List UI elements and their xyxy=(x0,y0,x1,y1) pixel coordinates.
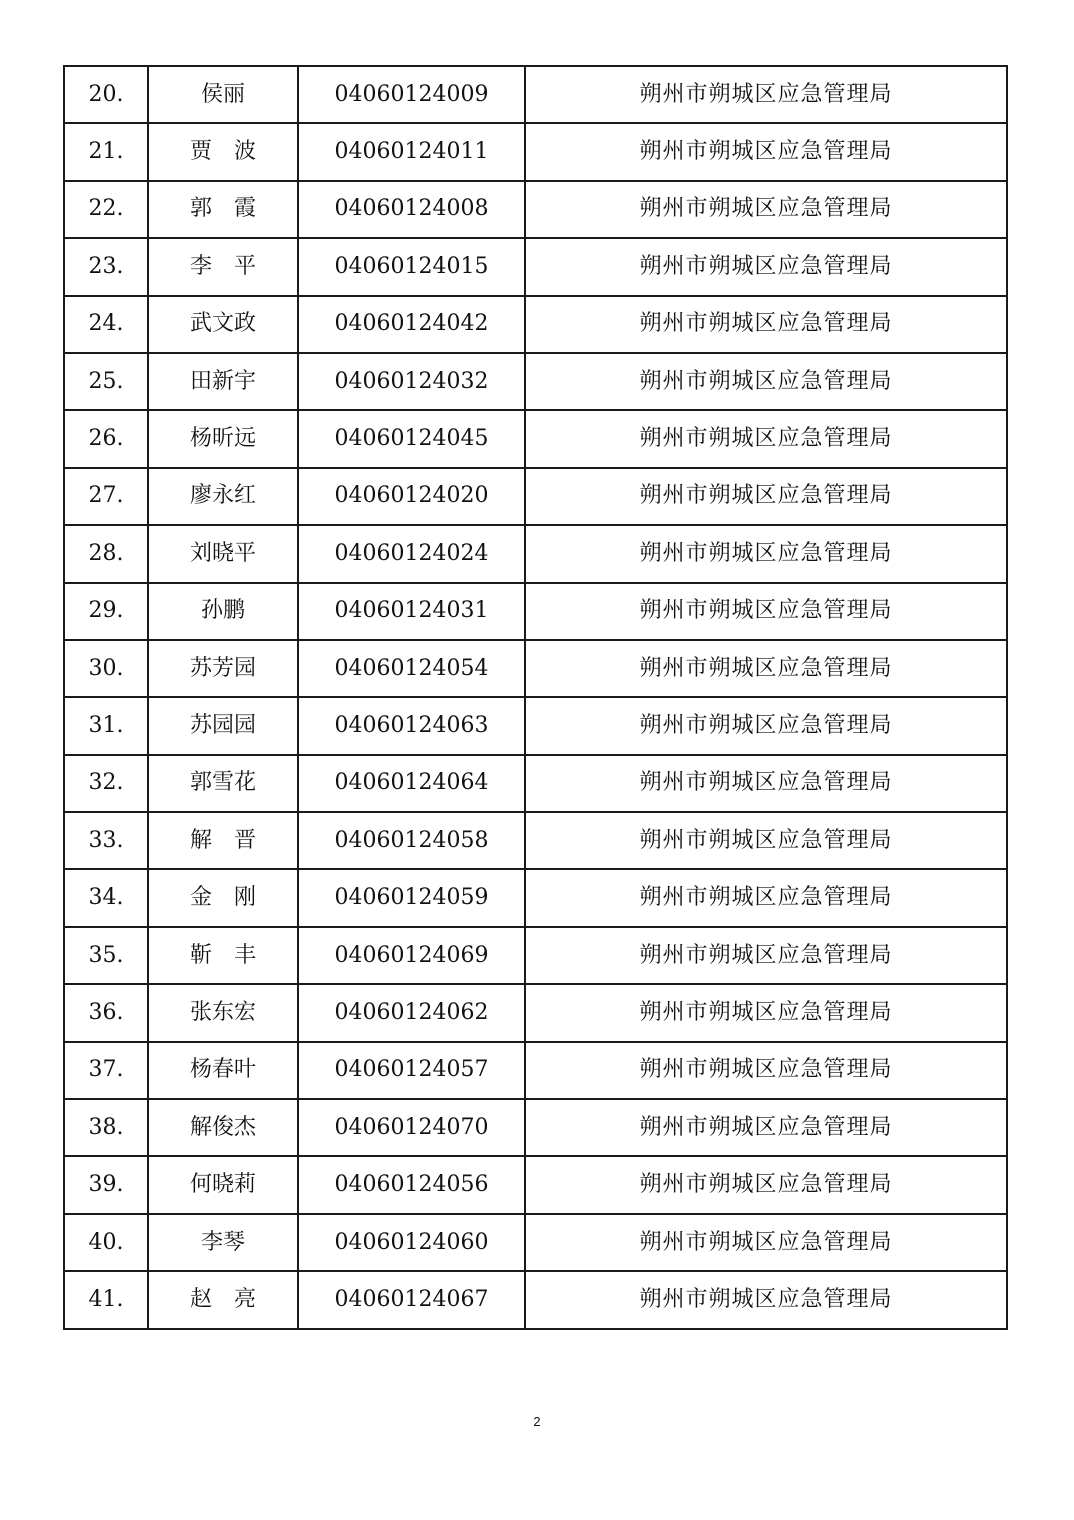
table-row xyxy=(64,812,1007,869)
id-number: 04060124054 xyxy=(298,640,525,697)
organization: 朔州市朔城区应急管理局 xyxy=(525,1271,1007,1328)
row-number: 25. xyxy=(64,353,148,410)
table-row xyxy=(64,1042,1007,1099)
id-number: 04060124008 xyxy=(298,181,525,238)
row-number: 35. xyxy=(64,927,148,984)
id-number: 04060124015 xyxy=(298,238,525,295)
table-row xyxy=(64,927,1007,984)
table-row xyxy=(64,353,1007,410)
row-number: 24. xyxy=(64,296,148,353)
person-name: 李琴 xyxy=(148,1214,298,1271)
table-row xyxy=(64,468,1007,525)
row-number: 20. xyxy=(64,66,148,123)
roster-table-body xyxy=(64,66,1007,1329)
row-number: 23. xyxy=(64,238,148,295)
table-row xyxy=(64,66,1007,123)
row-number: 34. xyxy=(64,869,148,926)
table-row xyxy=(64,583,1007,640)
row-number: 32. xyxy=(64,755,148,812)
table-row xyxy=(64,984,1007,1041)
row-number: 21. xyxy=(64,123,148,180)
id-number: 04060124067 xyxy=(298,1271,525,1328)
row-number: 40. xyxy=(64,1214,148,1271)
organization: 朔州市朔城区应急管理局 xyxy=(525,123,1007,180)
organization: 朔州市朔城区应急管理局 xyxy=(525,1099,1007,1156)
id-number: 04060124024 xyxy=(298,525,525,582)
person-name: 郭雪花 xyxy=(148,755,298,812)
id-number: 04060124064 xyxy=(298,755,525,812)
organization: 朔州市朔城区应急管理局 xyxy=(525,984,1007,1041)
person-name: 解俊杰 xyxy=(148,1099,298,1156)
table-row xyxy=(64,1156,1007,1213)
table-row xyxy=(64,296,1007,353)
id-number: 04060124070 xyxy=(298,1099,525,1156)
id-number: 04060124032 xyxy=(298,353,525,410)
table-row xyxy=(64,869,1007,926)
person-name: 解 晋 xyxy=(148,812,298,869)
organization: 朔州市朔城区应急管理局 xyxy=(525,1042,1007,1099)
person-name: 贾 波 xyxy=(148,123,298,180)
person-name: 田新宇 xyxy=(148,353,298,410)
person-name: 侯丽 xyxy=(148,66,298,123)
table-row xyxy=(64,1271,1007,1328)
row-number: 41. xyxy=(64,1271,148,1328)
id-number: 04060124059 xyxy=(298,869,525,926)
person-name: 赵 亮 xyxy=(148,1271,298,1328)
id-number: 04060124063 xyxy=(298,697,525,754)
organization: 朔州市朔城区应急管理局 xyxy=(525,66,1007,123)
organization: 朔州市朔城区应急管理局 xyxy=(525,468,1007,525)
table-row xyxy=(64,755,1007,812)
page-number: 2 xyxy=(533,1414,541,1429)
person-name: 苏芳园 xyxy=(148,640,298,697)
organization: 朔州市朔城区应急管理局 xyxy=(525,410,1007,467)
person-name: 苏园园 xyxy=(148,697,298,754)
row-number: 26. xyxy=(64,410,148,467)
person-name: 郭 霞 xyxy=(148,181,298,238)
person-name: 武文政 xyxy=(148,296,298,353)
id-number: 04060124020 xyxy=(298,468,525,525)
person-name: 金 刚 xyxy=(148,869,298,926)
id-number: 04060124011 xyxy=(298,123,525,180)
table-row xyxy=(64,697,1007,754)
organization: 朔州市朔城区应急管理局 xyxy=(525,525,1007,582)
organization: 朔州市朔城区应急管理局 xyxy=(525,755,1007,812)
id-number: 04060124060 xyxy=(298,1214,525,1271)
organization: 朔州市朔城区应急管理局 xyxy=(525,812,1007,869)
row-number: 30. xyxy=(64,640,148,697)
row-number: 22. xyxy=(64,181,148,238)
table-row xyxy=(64,525,1007,582)
id-number: 04060124057 xyxy=(298,1042,525,1099)
person-name: 孙鹏 xyxy=(148,583,298,640)
person-name: 杨春叶 xyxy=(148,1042,298,1099)
row-number: 31. xyxy=(64,697,148,754)
organization: 朔州市朔城区应急管理局 xyxy=(525,238,1007,295)
table-row xyxy=(64,1099,1007,1156)
person-name: 廖永红 xyxy=(148,468,298,525)
row-number: 37. xyxy=(64,1042,148,1099)
person-name: 何晓莉 xyxy=(148,1156,298,1213)
id-number: 04060124056 xyxy=(298,1156,525,1213)
id-number: 04060124009 xyxy=(298,66,525,123)
table-row xyxy=(64,181,1007,238)
person-name: 张东宏 xyxy=(148,984,298,1041)
organization: 朔州市朔城区应急管理局 xyxy=(525,353,1007,410)
organization: 朔州市朔城区应急管理局 xyxy=(525,869,1007,926)
organization: 朔州市朔城区应急管理局 xyxy=(525,181,1007,238)
organization: 朔州市朔城区应急管理局 xyxy=(525,583,1007,640)
person-name: 刘晓平 xyxy=(148,525,298,582)
person-name: 杨昕远 xyxy=(148,410,298,467)
row-number: 29. xyxy=(64,583,148,640)
id-number: 04060124031 xyxy=(298,583,525,640)
id-number: 04060124062 xyxy=(298,984,525,1041)
row-number: 36. xyxy=(64,984,148,1041)
organization: 朔州市朔城区应急管理局 xyxy=(525,1156,1007,1213)
organization: 朔州市朔城区应急管理局 xyxy=(525,697,1007,754)
table-row xyxy=(64,1214,1007,1271)
table-row xyxy=(64,123,1007,180)
table-row xyxy=(64,410,1007,467)
id-number: 04060124042 xyxy=(298,296,525,353)
id-number: 04060124069 xyxy=(298,927,525,984)
person-name: 李 平 xyxy=(148,238,298,295)
organization: 朔州市朔城区应急管理局 xyxy=(525,640,1007,697)
table-row xyxy=(64,238,1007,295)
organization: 朔州市朔城区应急管理局 xyxy=(525,1214,1007,1271)
id-number: 04060124045 xyxy=(298,410,525,467)
row-number: 38. xyxy=(64,1099,148,1156)
organization: 朔州市朔城区应急管理局 xyxy=(525,927,1007,984)
row-number: 33. xyxy=(64,812,148,869)
row-number: 39. xyxy=(64,1156,148,1213)
person-name: 靳 丰 xyxy=(148,927,298,984)
row-number: 27. xyxy=(64,468,148,525)
table-row xyxy=(64,640,1007,697)
organization: 朔州市朔城区应急管理局 xyxy=(525,296,1007,353)
roster-table xyxy=(63,65,1008,1330)
row-number: 28. xyxy=(64,525,148,582)
id-number: 04060124058 xyxy=(298,812,525,869)
